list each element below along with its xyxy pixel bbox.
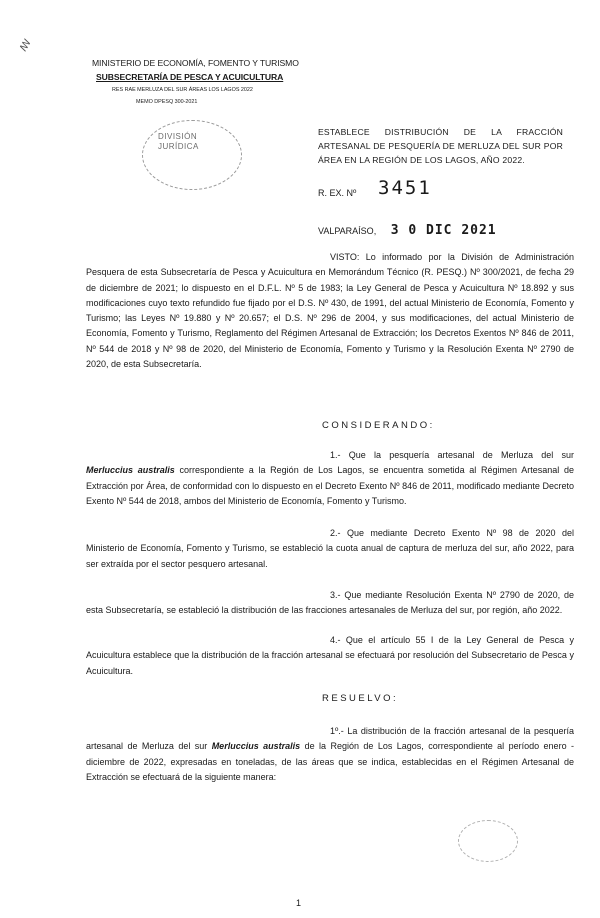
considerando-1-a: 1.- Que la pesquería artesanal de Merluza del sur [330,450,574,460]
stamp-text [158,132,199,152]
stamp-line-2: JURÍDICA [158,142,199,151]
considerando-heading: CONSIDERANDO: [322,420,435,431]
memo-line: MEMO DPESQ 300-2021 [136,99,198,105]
considerando-1-b: correspondiente a la Región de Los Lagos, se encuentra sometida al Régimen Artesanal de Extracción por Área, de conformidad con lo dispuesto en el Decreto Exento Nº 846 de 2011, modificado mediante Decreto Exento Nº 544 de 2018, ambos del Ministerio de Economía, Fomento y Turismo. [86,465,574,506]
division-juridica-stamp [142,120,242,190]
resuelvo-1 [86,724,574,785]
resolution-label: R. EX. Nº [318,188,357,198]
city: VALPARAÍSO, [318,226,377,236]
considerando-3: 3.- Que mediante Resolución Exenta Nº 2790 de 2020, de esta Subsecretaría, se estableció la distribución de las fracciones artesanales de Merluza del sur, por región, año 2022. [86,590,574,616]
subsecretaria-header: SUBSECRETARÍA DE PESCA Y ACUICULTURA [96,72,284,82]
resuelvo-1-b: de la Región de Los Lagos, correspondiente al período enero - diciembre de 2022, expresadas en toneladas, de las áreas que se indica, establecidas en el Régimen Artesanal de Extracción se efectuará de la siguiente manera: [86,741,574,782]
species-name: Merluccius australis [86,465,175,476]
considerando-2: 2.- Que mediante Decreto Exento Nº 98 de 2020 del Ministerio de Economía, Fomento y Turismo, se estableció la cuota anual de captura de merluza del sur, año 2022, para ser extraída por el sector pesquero artesanal. [86,528,574,569]
place-date [318,223,497,238]
reference-line: RES RAE MERLUZA DEL SUR ÁREAS LOS LAGOS 2022 [112,87,253,93]
bottom-stamp [458,820,518,862]
page-number: 1 [296,898,302,908]
considerando-4: 4.- Que el artículo 55 I de la Ley General de Pesca y Acuicultura establece que la distribución de la fracción artesanal se efectuará por resolución del Subsecretario de Pesca y Acuicultura. [86,635,574,676]
margin-mark: ꟿ [18,37,34,54]
ministry-header: MINISTERIO DE ECONOMÍA, FOMENTO Y TURISMO [92,58,299,68]
visto-paragraph: VISTO: Lo informado por la División de Administración Pesquera de esta Subsecretaría de Pesca y Acuicultura en Memorándum Técnico (R. PESQ.) Nº 300/2021, de fecha 29 de diciembre de 2021; lo dispuesto en el D.F.L. Nº 5 de 1983; la Ley General de Pesca y Acuicultura Nº 18.892 y sus modificaciones cuyo texto refundido fue fijado por el D.S. Nº 430, de 1991, del actual Ministerio de Economía, Fomento y Turismo; las Leyes Nº 19.880 y Nº 20.657; el D.S. Nº 296 de 2004, y sus modificaciones, del actual Ministerio de Economía, Fomento y Turismo, Reglamento del Régimen Artesanal de Extracción; los Decretos Exentos Nº 846 de 2011, Nº 544 de 2018 y Nº 98 de 2020, del Ministerio de Economía, Fomento y Turismo y la Resolución Exenta Nº 2790 de 2020, de esta Subsecretaría. [86,252,574,370]
considerando-1 [86,448,574,509]
date-stamp: 3 0 DIC 2021 [390,223,497,238]
resuelvo-heading: RESUELVO: [322,693,399,704]
resolution-title: ESTABLECE DISTRIBUCIÓN DE LA FRACCIÓN ARTESANAL DE PESQUERÍA DE MERLUZA DEL SUR POR ÁREA EN LA REGIÓN DE LOS LAGOS, AÑO 2022. [318,127,563,165]
stamp-line-1: DIVISIÓN [158,132,198,141]
resolution-number: 3451 [378,177,432,199]
species-name-2: Merluccius australis [211,741,301,752]
resuelvo-1-a: 1º.- La distribución de la fracción artesanal de la pesquería artesanal de Merluza del sur [86,726,574,752]
